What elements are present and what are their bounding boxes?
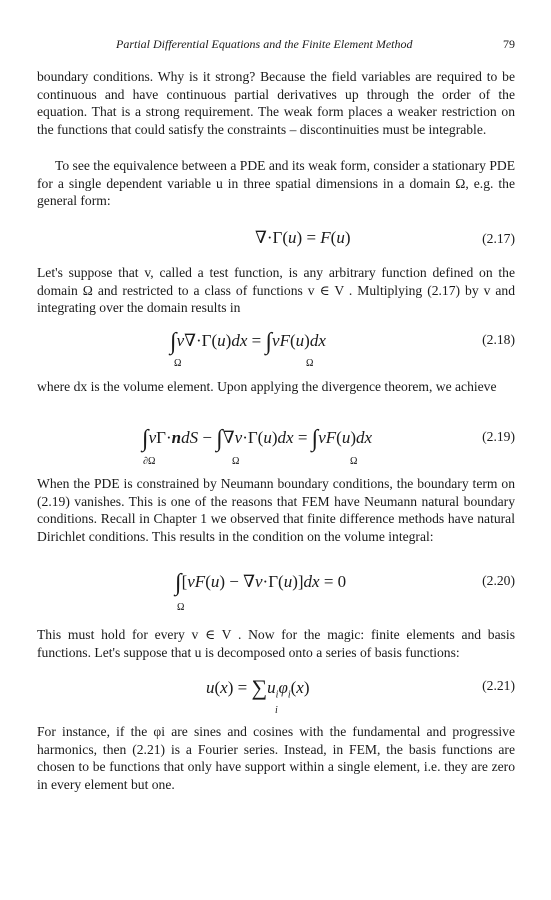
equation-2-18 [37,329,515,369]
integral-domain-label: Ω [350,456,358,467]
equation-2-17 [37,228,515,262]
header-title: Partial Differential Equations and the Finite Element Method [116,37,413,51]
equation-2-21 [37,675,515,716]
equation-2-20-expression: ∫[vF(u) − ∇v·Γ(u)]dx = 0 [175,570,347,596]
paragraph-1: boundary conditions. Why is it strong? Because the field variables are required to be continuous and have continuous partial derivatives up through the order of the equation. That is a strong requirement. The weak form places a weaker restriction on the functions that could satisfy the constraints – discontinuities must be integrable. [37,69,515,137]
paragraph-6: This must hold for every v ∈ V . Now for the magic: finite elements and basis functions. Let's suppose that u is decomposed onto a series of basis functions: [37,627,515,660]
integral-domain-label: ∂Ω [143,456,156,467]
equation-number: (2.21) [482,678,515,693]
integral-domain-label: Ω [174,358,182,369]
equation-2-19-expression: ∫vΓ·ndS − ∫∇v·Γ(u)dx = ∫vF(u)dx [142,426,373,452]
paragraph-7: For instance, if the φi are sines and cosines with the fundamental and progressive harmonics, then (2.21) is a Fourier series. Instead, in FEM, the basis functions are chosen to be functions that only have support within a single element, i.e. they are zero in every element but one. [37,724,515,792]
equation-number: (2.19) [482,429,515,444]
paragraph-3: Let's suppose that v, called a test function, is any arbitrary function defined on the domain Ω and restricted to a class of functions v ∈ V . Multiplying (2.17) by v and integrating over the domain results in [37,265,515,316]
integral-domain-label: Ω [177,602,185,613]
equation-2-18-expression: ∫v∇·Γ(u)dx = ∫vF(u)dx [170,329,326,355]
equation-2-20 [37,570,515,613]
integral-domain-label: Ω [232,456,240,467]
integral-domain-label: Ω [306,358,314,369]
running-header [110,37,515,53]
paragraph-4: where dx is the volume element. Upon applying the divergence theorem, we achieve [37,379,497,394]
equation-number: (2.17) [482,231,515,246]
paragraph-5: When the PDE is constrained by Neumann boundary conditions, the boundary term on (2.19) vanishes. This is one of the reasons that FEM have Neumann natural boundary conditions. Recall in Chapter 1 we observed that finite difference methods have natural Dirichlet conditions. This results in the condition on the volume integral: [37,476,515,544]
equation-2-21-expression: $u(x) = \sum u_i\varphi_i(x)$ [206,675,310,701]
page-number: 79 [503,37,515,51]
equation-2-17-expression: ∇·Γ(u) = F(u) [255,228,351,247]
sum-index-label: i [275,705,278,716]
equation-number: (2.20) [482,573,515,588]
paragraph-2: To see the equivalence between a PDE and its weak form, consider a stationary PDE for a single dependent variable u in three spatial dimensions in a domain Ω, e.g. the general form: [37,158,515,209]
equation-number: (2.18) [482,332,515,347]
equation-2-19 [37,426,515,467]
